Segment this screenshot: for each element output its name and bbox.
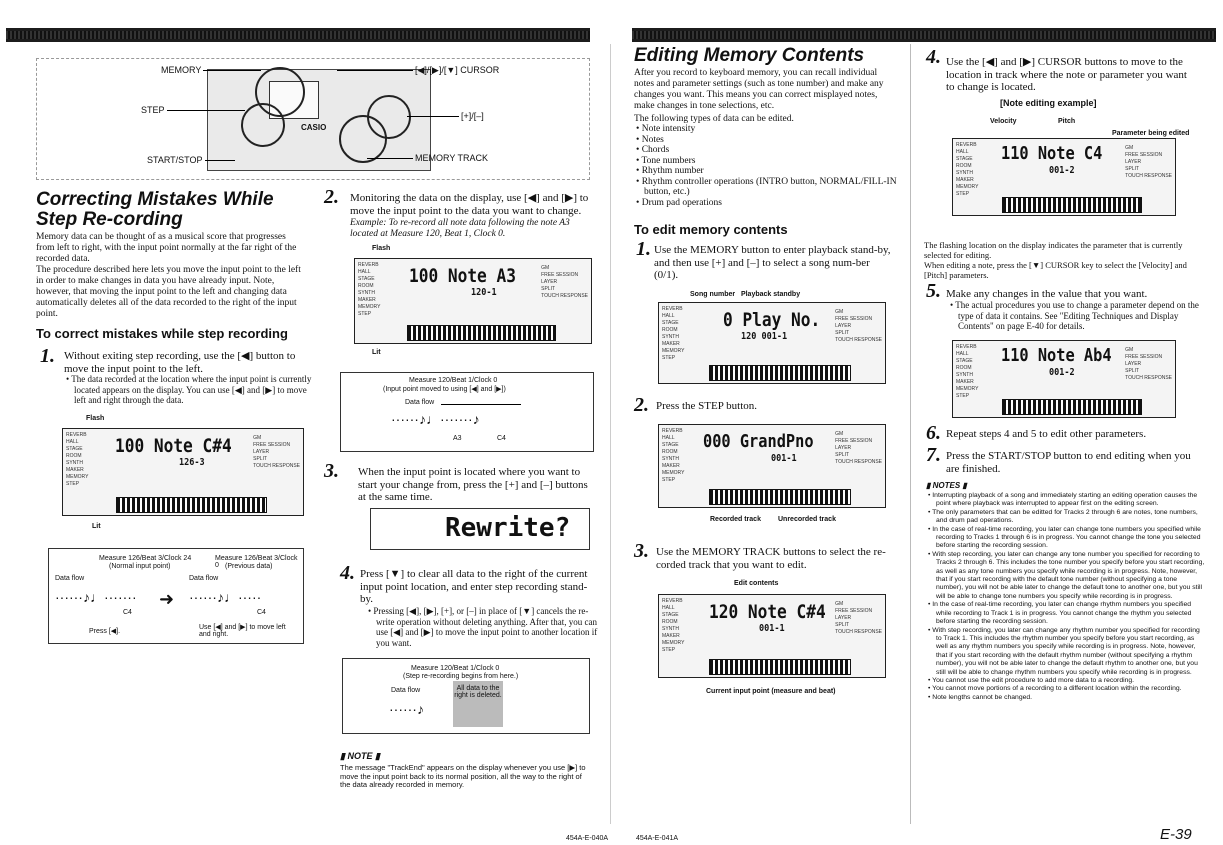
- mid-step3-text: When the input point is located where you want to start your change from, press the [+] and [–] buttons at the same time.: [358, 466, 588, 503]
- box3-title: Measure 120/Beat 1/Clock 0: [411, 665, 500, 672]
- rewrite-display: [370, 508, 590, 550]
- lcd-side-labels-right: GM FREE SESSION LAYER SPLIT TOUCH RESPONSE: [1125, 347, 1172, 381]
- fr-step6-text: Repeat steps 4 and 5 to edit other parameters.: [946, 428, 1147, 440]
- lcd-display-e2: [952, 340, 1176, 418]
- box3-notes: ······♪: [389, 701, 424, 717]
- lcd-display-r1: [658, 302, 886, 384]
- lcd1-sub-text: 126-3: [179, 457, 205, 468]
- box1-notes-b: ······♪♩·····: [189, 589, 262, 605]
- top-bar-right: [632, 28, 1216, 42]
- step-leader: [167, 110, 245, 111]
- mid-page-code: 454A-E-040A: [566, 835, 609, 842]
- right-list-item: • Notes: [644, 135, 906, 146]
- fr-step5-bullet: • The actual procedures you use to change a parameter depend on the type of data it contains. See "Editing Techniques and Display Contents" on page E-40 for details.: [958, 300, 1206, 332]
- lcd-display-r3: [658, 594, 886, 678]
- step-label: STEP: [141, 105, 165, 115]
- fr-notes-title: ▮ NOTES ▮: [926, 481, 967, 490]
- fr-step5-text: Make any changes in the value that you want.: [946, 288, 1148, 300]
- lcd-side-labels-right: GM FREE SESSION LAYER SPLIT TOUCH RESPONSE: [253, 435, 300, 469]
- box2-notes: ······♪♩·······♪: [391, 411, 480, 427]
- box1-note-b: C4: [257, 609, 266, 616]
- lcd-side-labels-left: REVERB HALL STAGE ROOM SYNTH MAKER MEMORY STEP: [358, 262, 381, 317]
- lcd-side-labels-left: REVERB HALL STAGE ROOM SYNTH MAKER MEMORY STEP: [956, 142, 979, 197]
- box3-dataflow: Data flow: [391, 687, 421, 694]
- lcd-e2-keyboard: [1002, 399, 1142, 415]
- lcd-r3-bottom-label: Current input point (measure and beat): [706, 688, 836, 695]
- lcd2-keyboard: [407, 325, 556, 341]
- keyboard-figure: [36, 58, 590, 180]
- right-subtitle: To edit memory contents: [634, 222, 788, 237]
- box1-dataflow-b: Data flow: [189, 575, 219, 582]
- right-step1-num: 1.: [636, 238, 651, 260]
- info-box-3: [342, 658, 590, 734]
- lcd-side-labels-left: REVERB HALL STAGE ROOM SYNTH MAKER MEMORY STEP: [66, 432, 89, 487]
- fr-flash-text: The flashing location on the display indicates the parameter that is currently selected for editing. When editing a note, press the [▼] CURSOR key to select the [Velocity] and [Pitch] parameters.: [924, 240, 1187, 280]
- plusminus-label: [+]/[–]: [461, 111, 484, 121]
- lcd-side-labels-left: REVERB HALL STAGE ROOM SYNTH MAKER MEMORY STEP: [662, 428, 685, 483]
- lcd-side-labels-left: REVERB HALL STAGE ROOM SYNTH MAKER MEMORY STEP: [662, 598, 685, 653]
- lcd-r2-keyboard: [709, 489, 851, 505]
- fr-notes-list: [926, 492, 1206, 702]
- fr-step5-num: 5.: [926, 280, 941, 302]
- lcd-display-1: [62, 428, 304, 516]
- box1-col2-title: Measure 126/Beat 3/Clock 0: [215, 555, 298, 569]
- memory-leader: [203, 70, 261, 71]
- right-list-item: • Chords: [644, 145, 906, 156]
- lcd-r2-main-text: 000 GrandPno: [703, 431, 814, 452]
- left-step1-num: 1.: [40, 345, 55, 367]
- mid-step4-bullets: [366, 606, 600, 648]
- lcd-r3-sub-text: 001-1: [759, 623, 785, 634]
- lcd1-main-text: 100 Note C#4: [115, 435, 232, 457]
- right-step2-text: Press the STEP button.: [656, 400, 758, 412]
- box1-col1-title: Measure 126/Beat 3/Clock 24: [99, 555, 192, 562]
- mid-step4-text: Press [▼] to clear all data to the right of the current input point location, and enter step recording stand-by.: [360, 568, 588, 605]
- box2-sub: (Input point moved to using [◀] and [▶]): [383, 386, 506, 393]
- right-intro: After you record to keyboard memory, you can recall individual notes and parameter settings (such as tone number) and make any changes you want. This means you can correct misplayed notes, make changes in tone selections, etc.: [634, 68, 884, 111]
- box1-notes-a: ······♪♩·······: [55, 589, 137, 605]
- top-bar-left: [6, 28, 590, 42]
- keyboard-brand: CASIO: [301, 123, 327, 132]
- fr-param-label: Parameter being edited: [1112, 130, 1190, 137]
- box1-dataflow-a: Data flow: [55, 575, 85, 582]
- box2-dataflow: Data flow: [405, 399, 435, 406]
- right-list-intro: The following types of data can be edited.: [634, 114, 794, 124]
- right-list-item: • Rhythm number: [644, 166, 906, 177]
- box2-note-a: A3: [453, 435, 462, 442]
- lcd2-flash-label: Flash: [372, 245, 391, 252]
- lcd-r3-keyboard: [709, 659, 851, 675]
- fr-note-item: • Note lengths cannot be changed.: [936, 694, 1206, 702]
- right-step3-num: 3.: [634, 540, 649, 562]
- memory-label: MEMORY: [161, 65, 202, 75]
- mid-note-title: ▮ NOTE ▮: [340, 751, 380, 761]
- fr-step6-num: 6.: [926, 422, 941, 444]
- fr-note-item: • In the case of real-time recording, you later can change tone numbers you specified while recording to Tracks 1 through 6 is in progress. You cannot change the tone you selected before starting the recording session.: [936, 526, 1206, 551]
- fr-velocity-label: Velocity: [990, 118, 1017, 125]
- mid-step3-num: 3.: [324, 460, 339, 482]
- mid-note-text: The message "TrackEnd" appears on the display whenever you use [▶] to move the input point back to its normal position, all the way to the right of the data already recorded in memory.: [340, 763, 586, 790]
- lcd-r1-main-text: 0 Play No.: [723, 309, 821, 331]
- startstop-leader: [205, 160, 235, 161]
- left-subtitle: To correct mistakes while step recording: [36, 326, 288, 341]
- lcd-side-labels-right: GM FREE SESSION LAYER SPLIT TOUCH RESPONSE: [541, 265, 588, 299]
- lcd-r3-top-label: Edit contents: [734, 580, 779, 587]
- fr-step7-text: Press the START/STOP button to end editing when you are finished.: [946, 450, 1191, 475]
- box2-arrow-line: [441, 404, 521, 405]
- right-step2-num: 2.: [634, 394, 649, 416]
- right-edit-list: [634, 124, 906, 208]
- lcd-e2-main-text: 110 Note Ab4: [1001, 345, 1112, 366]
- lcd2-sub-text: 120-1: [471, 287, 497, 298]
- fr-note-item: • You cannot move portions of a recording to a different location within the recording.: [936, 685, 1206, 693]
- lcd-e1-main-text: 110 Note C4: [1001, 143, 1103, 164]
- box1-press: Press [◀].: [89, 628, 121, 635]
- lcd-side-labels-right: GM FREE SESSION LAYER SPLIT TOUCH RESPONSE: [835, 601, 882, 635]
- right-page-code: 454A-E-041A: [636, 835, 679, 842]
- step-button-circle: [241, 103, 285, 147]
- lcd-side-labels-left: REVERB HALL STAGE ROOM SYNTH MAKER MEMORY STEP: [956, 344, 979, 399]
- mid-step2-num: 2.: [324, 186, 339, 208]
- right-step3-text: Use the MEMORY TRACK buttons to select the re-corded track that you want to edit.: [656, 546, 886, 571]
- box2-note-b: C4: [497, 435, 506, 442]
- fr-note-item: • The only parameters that can be editted for Tracks 2 through 6 are notes, tone numbers, and drum pad operations.: [936, 509, 1206, 526]
- box1-use: Use [◀] and [▶] to move left and right.: [199, 624, 286, 638]
- mid-step2-text: Monitoring the data on the display, use [◀] and [▶] to move the input point to the data you want to change.: [350, 192, 589, 217]
- right-list-item: • Drum pad operations: [644, 198, 906, 209]
- lcd1-flash-label: Flash: [86, 415, 105, 422]
- rewrite-text: Rewrite?: [445, 513, 571, 543]
- fr-pitch-label: Pitch: [1058, 118, 1076, 125]
- mid-step4-num: 4.: [340, 562, 355, 584]
- box3-deleted: All data to the right is deleted.: [453, 681, 503, 727]
- box1-arrow: ➜: [159, 589, 175, 609]
- startstop-label: START/STOP: [147, 155, 203, 165]
- fr-note-item: • Interrupting playback of a song and immediately starting an editing operation causes the point where playback was interrupted to appear first on the editing screen.: [936, 492, 1206, 509]
- fr-notes-title-text: NOTES: [932, 481, 961, 490]
- left-step1-bullet: • The data recorded at the location where the input point is currently located appears on the display. You can use [◀] and [▶] to move left and right through the data.: [74, 374, 314, 406]
- fr-note-item: • With step recording, you later can change any rhythm number you specified for recording to Track 1. This includes the rhythm number you specify before you start recording, as well as any rhythm numbers you specify while recording is in progress. Note, however, that if you start recording with the default rhythm number (without specifying a rhythm number), you will not be able later to change the default rhythm to another one, but you still will be able to change rhythm numbers you specify while recording is in progress.: [936, 627, 1206, 677]
- lcd-r1-labels: Song number Playback standby: [690, 291, 801, 298]
- box2-title: Measure 120/Beat 1/Clock 0: [409, 377, 498, 384]
- left-step1-bullets: [64, 374, 314, 406]
- lcd-display-r2: [658, 424, 886, 508]
- fr-note-item: • You cannot use the edit procedure to add more data to a recording.: [936, 677, 1206, 685]
- info-box-1: [48, 548, 304, 644]
- fr-step4-text: Use the [◀] and [▶] CURSOR buttons to move to the location in track where the note or parameter you want to change is located.: [946, 56, 1187, 93]
- lcd-r2-sub-text: 001-1: [771, 453, 797, 464]
- lcd1-keyboard: [116, 497, 267, 513]
- left-intro: Memory data can be thought of as a musical score that progresses from left to right, with the input point normally at the far right of the recorded data. The procedure described here lets you move the input point to the left in order to make changes in data you have already input. Note, however, that moving the input point to the left and changing data automatically deletes all of the data recorded to the right of the input point.: [36, 232, 301, 319]
- lcd-r2-recorded-label: Recorded track: [710, 516, 761, 523]
- mid-step4-bullet: • Pressing [◀], [▶], [+], or [–] in place of [▼] cancels the re-write operation without deleting anything. After that, you can use [◀] and [▶] to move the input point to another location if you want.: [376, 606, 600, 648]
- fr-note-item: • With step recording, you later can change any tone number you specified for recording to Tracks 2 through 6. This includes the tone number you specify before you start recording, as well as any tone numbers you specify while recording is in progress. Note, however, that if you start recording with the default tone number (without specifying a tone number), you will not be able later to change the default tone to another one, but you still will be able to change tone numbers you specify while recording is in progress.: [936, 551, 1206, 601]
- memorytrack-leader: [367, 158, 413, 159]
- right-list-item: • Rhythm controller operations (INTRO button, NORMAL/FILL-IN button, etc.): [644, 177, 906, 198]
- box1-col1-sub: (Normal input point): [109, 563, 171, 570]
- lcd-r2-unrecorded-label: Unrecorded track: [778, 516, 836, 523]
- lcd-display-e1: [952, 138, 1176, 216]
- mid-note-title-text: NOTE: [347, 751, 373, 761]
- lcd-side-labels-right: GM FREE SESSION LAYER SPLIT TOUCH RESPONSE: [835, 309, 882, 343]
- lcd-r3-main-text: 120 Note C#4: [709, 601, 826, 623]
- center-fold-line: [610, 44, 611, 824]
- mid-step2-example: Example: To re-record all note data following the note A3 located at Measure 120, Beat 1, Clock 0.: [350, 218, 570, 239]
- box1-note-a: C4: [123, 609, 132, 616]
- fr-step7-num: 7.: [926, 444, 941, 466]
- fr-step4-num: 4.: [926, 46, 941, 68]
- plusminus-leader: [407, 116, 459, 117]
- lcd-r1-sub-text: 120 001-1: [741, 331, 788, 342]
- fr-note-item: • In the case of real-time recording, you later can change rhythm numbers you specified while recording to Track 1 is in progress. You cannot change the rhythm you selected before starting the recording session.: [936, 601, 1206, 626]
- lcd-display-2: [354, 258, 592, 344]
- right-list-item: • Note intensity: [644, 124, 906, 135]
- box1-col2-sub: (Previous data): [225, 563, 273, 570]
- lcd-r1-keyboard: [709, 365, 851, 381]
- lcd1-lit-label: Lit: [92, 523, 101, 530]
- page-number: E-39: [1160, 826, 1192, 843]
- fr-step5-bullets: [948, 300, 1206, 332]
- far-right-divider: [910, 44, 911, 824]
- lcd-side-labels-left: REVERB HALL STAGE ROOM SYNTH MAKER MEMORY STEP: [662, 306, 685, 361]
- right-list-item: • Tone numbers: [644, 156, 906, 167]
- left-title: Correcting Mistakes While Step Re-cording: [36, 189, 274, 230]
- lcd-e2-sub-text: 001-2: [1049, 367, 1075, 378]
- cursor-label: [◀]/[▶]/[▼] CURSOR: [415, 65, 500, 75]
- right-step1-text: Use the MEMORY button to enter playback stand-by, and then use [+] and [–] to select a song num-ber (0/1).: [654, 244, 891, 281]
- left-step1-text: Without exiting step recording, use the [◀] button to move the input point to the left.: [64, 350, 296, 375]
- right-title: Editing Memory Contents: [634, 45, 865, 66]
- lcd-e1-sub-text: 001-2: [1049, 165, 1075, 176]
- memory-track-circle: [339, 115, 387, 163]
- cursor-leader: [337, 70, 413, 71]
- lcd2-lit-label: Lit: [372, 349, 381, 356]
- lcd-side-labels-right: GM FREE SESSION LAYER SPLIT TOUCH RESPONSE: [835, 431, 882, 465]
- info-box-2: [340, 372, 594, 452]
- fr-example-title: [Note editing example]: [1000, 98, 1097, 108]
- lcd2-main-text: 100 Note A3: [409, 265, 516, 287]
- lcd-side-labels-right: GM FREE SESSION LAYER SPLIT TOUCH RESPONSE: [1125, 145, 1172, 179]
- box3-sub: (Step re-recording begins from here.): [403, 673, 519, 680]
- memorytrack-label: MEMORY TRACK: [415, 153, 489, 163]
- lcd-e1-keyboard: [1002, 197, 1142, 213]
